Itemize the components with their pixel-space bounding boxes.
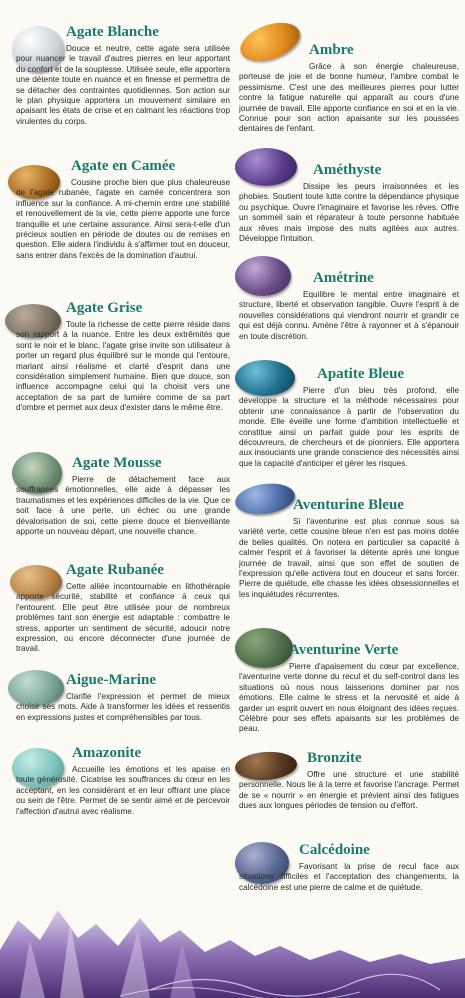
agate-en-camee-title: Agate en Camée <box>71 158 176 174</box>
calcedoine-entry <box>239 842 459 893</box>
ametrine-title: Amétrine <box>313 270 374 286</box>
agate-grise-text: Toute la richesse de cette pierre réside dans son rapport à la nuance. Entre les deux extrêmités que sont le noir et le blanc, l'agate grise invite son utilisateur à porter un regard plus équilibré sur le monde qui l'entoure, mariant ainsi réalisme et clarté d'esprit dans une considération simplement humaine. Bien que douce, son influence accompagne celui qui la choisit vers une acceptation de sa part de lumière comme de sa part d'ombre et permet aux deux d'exister dans le même être. <box>16 320 230 413</box>
amethyst-crystals-decoration <box>0 910 465 998</box>
agate-rubanee-title: Agate Rubanée <box>66 562 164 578</box>
calcedoine-title: Calcédoine <box>299 842 370 858</box>
bronzite-title: Bronzite <box>307 750 362 766</box>
aventurine-bleue-entry <box>239 497 459 600</box>
amazonite-text: Accueille les émotions et les apaise en toute générosité. Cicatrise les souffrances du cœur en les acceptant, en les considérant et en leur offrant une place ou sein de l'être. Permet de se sentir aimé et de percevoir l'affection d'autrui avec réalisme. <box>16 765 230 816</box>
agate-blanche-entry <box>16 24 230 127</box>
apatite-bleue-title: Apatite Bleue <box>317 366 405 382</box>
ambre-title: Ambre <box>309 42 354 58</box>
agate-grise-title: Agate Grise <box>66 300 143 316</box>
agate-en-camee-text: Cousine proche bien que plus chaleureuse de l'agate rubanée, l'agate en camée concentrera son influence sur la confiance. A mi-chemin entre une stabilité et renouvellement de la vie, cette pierre apporte une force tranquille et une certaine assurance. Ainsi sera-t-elle d'un précieux soutien en période de doutes ou de remises en question. Elle aidera l'individu à s'affirmer tout en douceur, sans entrer dans l'excès de la domination d'autrui. <box>16 178 230 260</box>
aventurine-verte-entry <box>239 642 459 735</box>
calcedoine-text: Favorisant la prise de recul face aux situations difficiles et l'acceptation des changements, la calcédoine est une pierre de calme et de quiétude. <box>239 862 459 892</box>
amethyste-title: Améthyste <box>313 162 382 178</box>
agate-mousse-text: Pierre de détachement face aux souffrances émotionnelles, elle aide à dépasser les traumatismes et les expériences difficiles de la vie. Que ce soit face à une perte, un échec ou une grande dévalorisation de soi, cette pierre douce et bienveillante apporte un nouveau départ, une nouvelle chance. <box>16 475 230 537</box>
agate-grise-entry <box>16 300 230 414</box>
agate-blanche-text: Douce et neutre, cette agate sera utilisée pour nuancer le travail d'autres pierres en leur apportant du confort et de la souplesse. Utilisée seule, elle apportera une détente toute en nuance et en finesse et permettra de se détacher des contraintes quotidiennes. Son action sur le plan physique apportera un mouvement similaire en apaisant les états de crise et en calmant les réactions trop virulentes du corps. <box>16 44 230 126</box>
amazonite-entry <box>16 745 230 817</box>
aventurine-bleue-text: Si l'aventurine est plus connue sous sa variété verte, cette cousine bleue n'en est pas moins dotée de belles qualités. On notera en particulier sa capacité à calmer l'esprit et à favoriser la détente après une longue journée de travail, ainsi que son effet de soutien de l'expression qu'elle activera tout en douceur et sans forcer. Pierre de quiétude, elle chasse les idées obsessionnelles et les inquiétudes récurrentes. <box>239 517 459 599</box>
bronzite-entry <box>239 750 459 812</box>
ambre-entry <box>239 42 459 135</box>
aigue-marine-text: Clarifie l'expression et permet de mieux choisir ses mots. Aide à transformer les idées et ressentis en expressions justes et compréhensibles par tous. <box>16 692 230 722</box>
amethyste-entry <box>239 162 459 244</box>
aventurine-verte-text: Pierre d'apaisement du cœur par excellence, l'aventurine verte donne du recul et du self-control dans les situations où nous nous laisserions dominer par nos émotions. Elle calme le stress et la nervosité et aide à garder un esprit ouvert en nous éloignant des idées reçues. Célèbre pour ses effets apaisants sur les problèmes de peau. <box>239 662 459 734</box>
agate-blanche-title: Agate Blanche <box>66 24 159 40</box>
ametrine-text: Equilibre le mental entre imaginaire et structure, liberté et observation tangible. Ouvre l'esprit à de nouvelles considérations qui viendront nourrir et grandir ce qui est déjà connu. Amène l'être à rayonner et à s'épanouir en toute discrétion. <box>239 290 459 341</box>
agate-en-camee-entry <box>16 158 230 261</box>
ambre-text: Grâce à son énergie chaleureuse, porteuse de joie et de bonne humeur, l'ambre combat le pessimisme. C'est une des meilleures pierres pour lutter contre la fatigue naturelle qui apparaît au cours d'une journée de travail. Elle apporte confiance en soi et en la vie. Connue pour son action apaisante sur les poussées dentaires de l'enfant. <box>239 62 459 134</box>
agate-mousse-title: Agate Mousse <box>72 455 162 471</box>
apatite-bleue-text: Pierre d'un bleu très profond, elle développe la structure et la méthode nécessaires pour obtenir une connaissance à partir de l'observation du monde. Elle éveille une forme d'ambition intellectuelle et constitue ainsi un parfait guide pour les esprits de découvreurs, de chercheurs et de pionniers. Elle apportera aux insouciants une grande conscience des nécessités ainsi que la capacité d'anticiper et gérer les risques. <box>239 386 459 468</box>
aventurine-bleue-title: Aventurine Bleue <box>293 497 404 513</box>
aventurine-verte-title: Aventurine Verte <box>289 642 399 658</box>
agate-rubanee-entry <box>16 562 230 655</box>
agate-rubanee-text: Cette alliée incontournable en lithothérapie apporte sécurité, stabilité et confiance à ceux qui l'entourent. Elle peut être utilisée pour de nombreux problèmes tant son énergie est adaptable : combattre le stress, apporter un sentiment de sécurité, adoucir notre expression, ou encore déconnecter d'une journée de travail. <box>16 582 230 654</box>
aigue-marine-entry <box>16 672 230 723</box>
amazonite-title: Amazonite <box>72 745 142 761</box>
bronzite-text: Offre une structure et une stabilité personnelle. Nous lie à la terre et favorise l'ancrage. Permet de se « nourrir » en énergie et prévient ainsi des fatigues dues aux longues périodes de tension ou d'effort. <box>239 770 459 811</box>
amethyste-text: Dissipe les peurs irraisonnées et les phobies. Soutient toute lutte contre la dépendance physique ou psychique. Ouvre l'imaginaire et favorise les rêves. Offre un sommeil sain et réparateur à toute personne habituée aux rêves mais impose des nuits agitées aux autres. Développe l'intuition. <box>239 182 459 244</box>
ametrine-entry <box>239 270 459 342</box>
apatite-bleue-entry <box>239 366 459 469</box>
agate-mousse-entry <box>16 455 230 537</box>
aigue-marine-title: Aigue-Marine <box>66 672 156 688</box>
